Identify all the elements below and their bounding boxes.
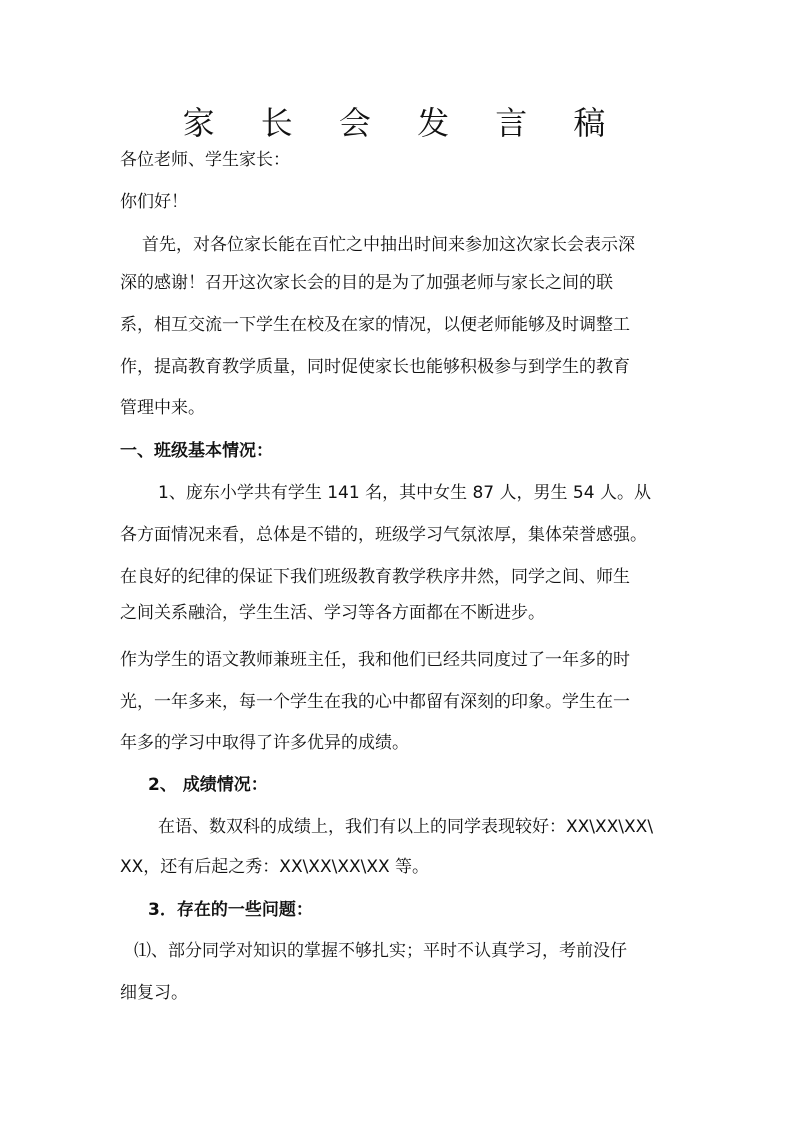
paragraph-line: 管理中来。 [120,398,205,418]
paragraph-line: 在语、数双科的成绩上，我们有以上的同学表现较好：XX\XX\XX\ [158,817,654,837]
paragraph-line: 作，提高教育教学质量，同时促使家长也能够积极参与到学生的教育 [120,357,630,377]
greeting-line: 你们好！ [120,192,188,212]
section-heading: 一、班级基本情况： [120,441,273,461]
paragraph-line: 之间关系融洽，学生生活、学习等各方面都在不断进步。 [120,603,545,623]
paragraph-line: 系，相互交流一下学生在校及在家的情况，以便老师能够及时调整工 [120,315,630,335]
paragraph-line: 年多的学习中取得了许多优异的成绩。 [120,733,409,753]
paragraph-line: 在良好的纪律的保证下我们班级教育教学秩序井然，同学之间、师生 [120,567,630,587]
paragraph-line: ⑴、部分同学对知识的掌握不够扎实；平时不认真学习，考前没仔 [134,941,627,961]
section-heading: 3．存在的一些问题： [148,900,313,920]
paragraph-line: 深的感谢！召开这次家长会的目的是为了加强老师与家长之间的联 [120,273,613,293]
paragraph-line: 各方面情况来看，总体是不错的，班级学习气氛浓厚，集体荣誉感强。 [120,525,647,545]
salutation-line: 各位老师、学生家长： [120,150,290,170]
section-heading: 2、 成绩情况： [148,775,268,795]
document-title: 家 长 会 发 言 稿 [182,104,624,142]
paragraph-line: 光，一年多来，每一个学生在我的心中都留有深刻的印象。学生在一 [120,692,630,712]
paragraph-line: 1、庞东小学共有学生 141 名，其中女生 87 人，男生 54 人。从 [158,483,651,503]
paragraph-line: 作为学生的语文教师兼班主任，我和他们已经共同度过了一年多的时 [120,650,630,670]
paragraph-line: 细复习。 [120,983,188,1003]
paragraph-line: 首先，对各位家长能在百忙之中抽出时间来参加这次家长会表示深 [142,235,635,255]
paragraph-line: XX，还有后起之秀：XX\XX\XX\XX 等。 [120,857,430,877]
